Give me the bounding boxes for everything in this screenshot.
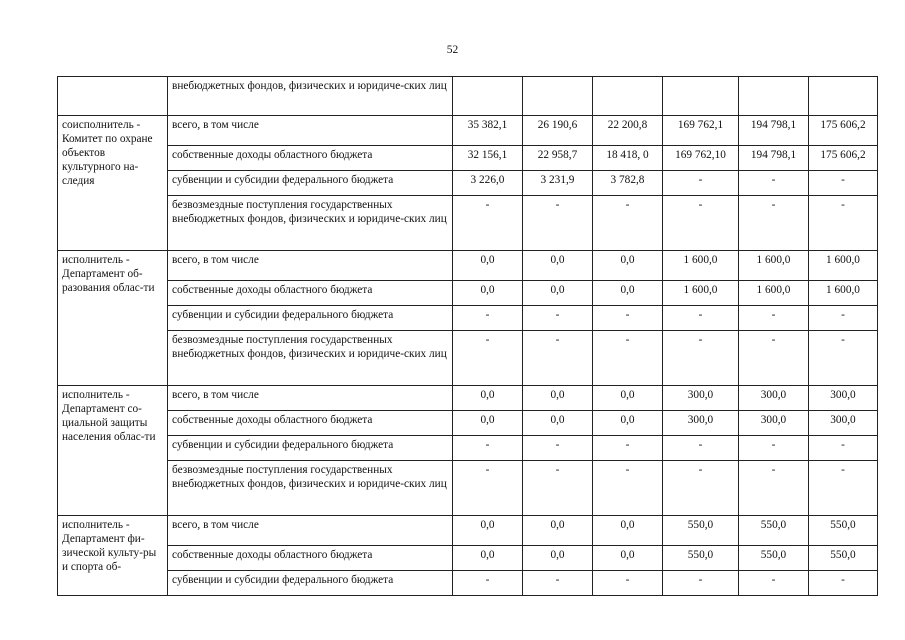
value-cell: 1 600,0 bbox=[739, 251, 809, 281]
table-row bbox=[58, 436, 878, 461]
value-cell: 0,0 bbox=[523, 411, 593, 436]
value-cell: 32 156,1 bbox=[453, 146, 523, 171]
value-cell: 1 600,0 bbox=[809, 251, 878, 281]
value-cell: 169 762,10 bbox=[663, 146, 739, 171]
value-cell: - bbox=[523, 331, 593, 386]
value-cell: 18 418, 0 bbox=[593, 146, 663, 171]
source-cell: всего, в том числе bbox=[168, 386, 453, 411]
value-cell: - bbox=[739, 436, 809, 461]
value-cell: 26 190,6 bbox=[523, 116, 593, 146]
value-cell: - bbox=[663, 461, 739, 516]
value-cell: - bbox=[739, 171, 809, 196]
table-row bbox=[58, 461, 878, 516]
value-cell: 300,0 bbox=[809, 411, 878, 436]
table-row bbox=[58, 331, 878, 386]
value-cell: 300,0 bbox=[809, 386, 878, 411]
value-cell: - bbox=[739, 196, 809, 251]
value-cell: 22 200,8 bbox=[593, 116, 663, 146]
value-cell bbox=[593, 77, 663, 116]
value-cell: - bbox=[523, 436, 593, 461]
table-row bbox=[58, 146, 878, 171]
value-cell: 550,0 bbox=[809, 546, 878, 571]
value-cell: 169 762,1 bbox=[663, 116, 739, 146]
value-cell: 0,0 bbox=[453, 386, 523, 411]
value-cell: - bbox=[809, 171, 878, 196]
executor-cell: исполнитель - Департамент об-разования облас-ти bbox=[58, 251, 168, 386]
source-cell: всего, в том числе bbox=[168, 116, 453, 146]
source-cell: субвенции и субсидии федерального бюджета bbox=[168, 571, 453, 596]
value-cell: - bbox=[739, 461, 809, 516]
value-cell: - bbox=[663, 306, 739, 331]
value-cell: 0,0 bbox=[523, 386, 593, 411]
value-cell: 0,0 bbox=[523, 251, 593, 281]
value-cell: - bbox=[453, 571, 523, 596]
table-row bbox=[58, 77, 878, 116]
value-cell: - bbox=[809, 306, 878, 331]
value-cell: - bbox=[593, 306, 663, 331]
value-cell: - bbox=[739, 331, 809, 386]
value-cell: - bbox=[809, 196, 878, 251]
value-cell: 0,0 bbox=[453, 546, 523, 571]
value-cell: - bbox=[523, 461, 593, 516]
value-cell: 550,0 bbox=[809, 516, 878, 546]
value-cell: - bbox=[523, 571, 593, 596]
value-cell: - bbox=[593, 571, 663, 596]
value-cell: 175 606,2 bbox=[809, 116, 878, 146]
value-cell: - bbox=[809, 461, 878, 516]
value-cell: 22 958,7 bbox=[523, 146, 593, 171]
value-cell: - bbox=[593, 196, 663, 251]
value-cell: 0,0 bbox=[593, 251, 663, 281]
source-cell: субвенции и субсидии федерального бюджета bbox=[168, 306, 453, 331]
value-cell: 0,0 bbox=[453, 251, 523, 281]
table-row bbox=[58, 411, 878, 436]
value-cell: - bbox=[453, 331, 523, 386]
table-row bbox=[58, 386, 878, 411]
value-cell: - bbox=[739, 306, 809, 331]
value-cell: - bbox=[809, 331, 878, 386]
value-cell: 0,0 bbox=[453, 411, 523, 436]
value-cell: 0,0 bbox=[593, 411, 663, 436]
table-row bbox=[58, 546, 878, 571]
value-cell: - bbox=[453, 461, 523, 516]
source-cell: всего, в том числе bbox=[168, 516, 453, 546]
value-cell: 0,0 bbox=[453, 516, 523, 546]
value-cell: - bbox=[523, 306, 593, 331]
value-cell: 1 600,0 bbox=[663, 281, 739, 306]
value-cell: 300,0 bbox=[739, 411, 809, 436]
value-cell: 550,0 bbox=[663, 516, 739, 546]
value-cell: 1 600,0 bbox=[739, 281, 809, 306]
value-cell: 0,0 bbox=[593, 281, 663, 306]
executor-cell bbox=[58, 77, 168, 116]
value-cell bbox=[739, 77, 809, 116]
value-cell: 300,0 bbox=[739, 386, 809, 411]
value-cell: - bbox=[453, 436, 523, 461]
value-cell: 300,0 bbox=[663, 386, 739, 411]
value-cell: - bbox=[523, 196, 593, 251]
value-cell: 1 600,0 bbox=[809, 281, 878, 306]
table-row bbox=[58, 516, 878, 546]
value-cell: - bbox=[663, 571, 739, 596]
value-cell: 0,0 bbox=[523, 281, 593, 306]
value-cell: 0,0 bbox=[593, 516, 663, 546]
value-cell: 0,0 bbox=[453, 281, 523, 306]
executor-cell: соисполнитель - Комитет по охране объектов культурного на-следия bbox=[58, 116, 168, 251]
value-cell: - bbox=[809, 436, 878, 461]
source-cell: внебюджетных фондов, физических и юридиче-ских лиц bbox=[168, 77, 453, 116]
value-cell: 175 606,2 bbox=[809, 146, 878, 171]
source-cell: безвозмездные поступления государственных внебюджетных фондов, физических и юридиче-ских лиц bbox=[168, 461, 453, 516]
value-cell: 0,0 bbox=[523, 516, 593, 546]
source-cell: субвенции и субсидии федерального бюджета bbox=[168, 171, 453, 196]
executor-cell: исполнитель - Департамент со-циальной защиты населения облас-ти bbox=[58, 386, 168, 516]
source-cell: собственные доходы областного бюджета bbox=[168, 546, 453, 571]
source-cell: собственные доходы областного бюджета bbox=[168, 411, 453, 436]
value-cell: 3 231,9 bbox=[523, 171, 593, 196]
source-cell: собственные доходы областного бюджета bbox=[168, 146, 453, 171]
value-cell: 194 798,1 bbox=[739, 116, 809, 146]
page-number: 52 bbox=[446, 44, 459, 56]
value-cell: - bbox=[739, 571, 809, 596]
value-cell: - bbox=[593, 436, 663, 461]
value-cell: 0,0 bbox=[593, 546, 663, 571]
value-cell: 550,0 bbox=[663, 546, 739, 571]
value-cell bbox=[453, 77, 523, 116]
source-cell: безвозмездные поступления государственных внебюджетных фондов, физических и юридиче-ских лиц bbox=[168, 331, 453, 386]
table-row bbox=[58, 281, 878, 306]
table-row bbox=[58, 196, 878, 251]
source-cell: субвенции и субсидии федерального бюджета bbox=[168, 436, 453, 461]
table-row bbox=[58, 571, 878, 596]
value-cell: - bbox=[663, 436, 739, 461]
value-cell: 0,0 bbox=[593, 386, 663, 411]
value-cell: - bbox=[663, 171, 739, 196]
table-row bbox=[58, 116, 878, 146]
table-row bbox=[58, 251, 878, 281]
value-cell: - bbox=[663, 196, 739, 251]
value-cell: - bbox=[663, 331, 739, 386]
value-cell: - bbox=[593, 461, 663, 516]
executor-cell: исполнитель - Департамент фи-зической культу-ры и спорта об- bbox=[58, 516, 168, 596]
table-row bbox=[58, 171, 878, 196]
table-row bbox=[58, 306, 878, 331]
value-cell bbox=[809, 77, 878, 116]
value-cell: 550,0 bbox=[739, 546, 809, 571]
value-cell: 550,0 bbox=[739, 516, 809, 546]
value-cell: - bbox=[453, 196, 523, 251]
value-cell bbox=[523, 77, 593, 116]
value-cell: 194 798,1 bbox=[739, 146, 809, 171]
value-cell: 3 226,0 bbox=[453, 171, 523, 196]
source-cell: безвозмездные поступления государственных внебюджетных фондов, физических и юридиче-ских лиц bbox=[168, 196, 453, 251]
source-cell: собственные доходы областного бюджета bbox=[168, 281, 453, 306]
value-cell: - bbox=[453, 306, 523, 331]
value-cell: - bbox=[809, 571, 878, 596]
value-cell: 1 600,0 bbox=[663, 251, 739, 281]
budget-table bbox=[57, 76, 878, 596]
value-cell: - bbox=[593, 331, 663, 386]
source-cell: всего, в том числе bbox=[168, 251, 453, 281]
value-cell: 35 382,1 bbox=[453, 116, 523, 146]
value-cell bbox=[663, 77, 739, 116]
value-cell: 0,0 bbox=[523, 546, 593, 571]
value-cell: 300,0 bbox=[663, 411, 739, 436]
value-cell: 3 782,8 bbox=[593, 171, 663, 196]
